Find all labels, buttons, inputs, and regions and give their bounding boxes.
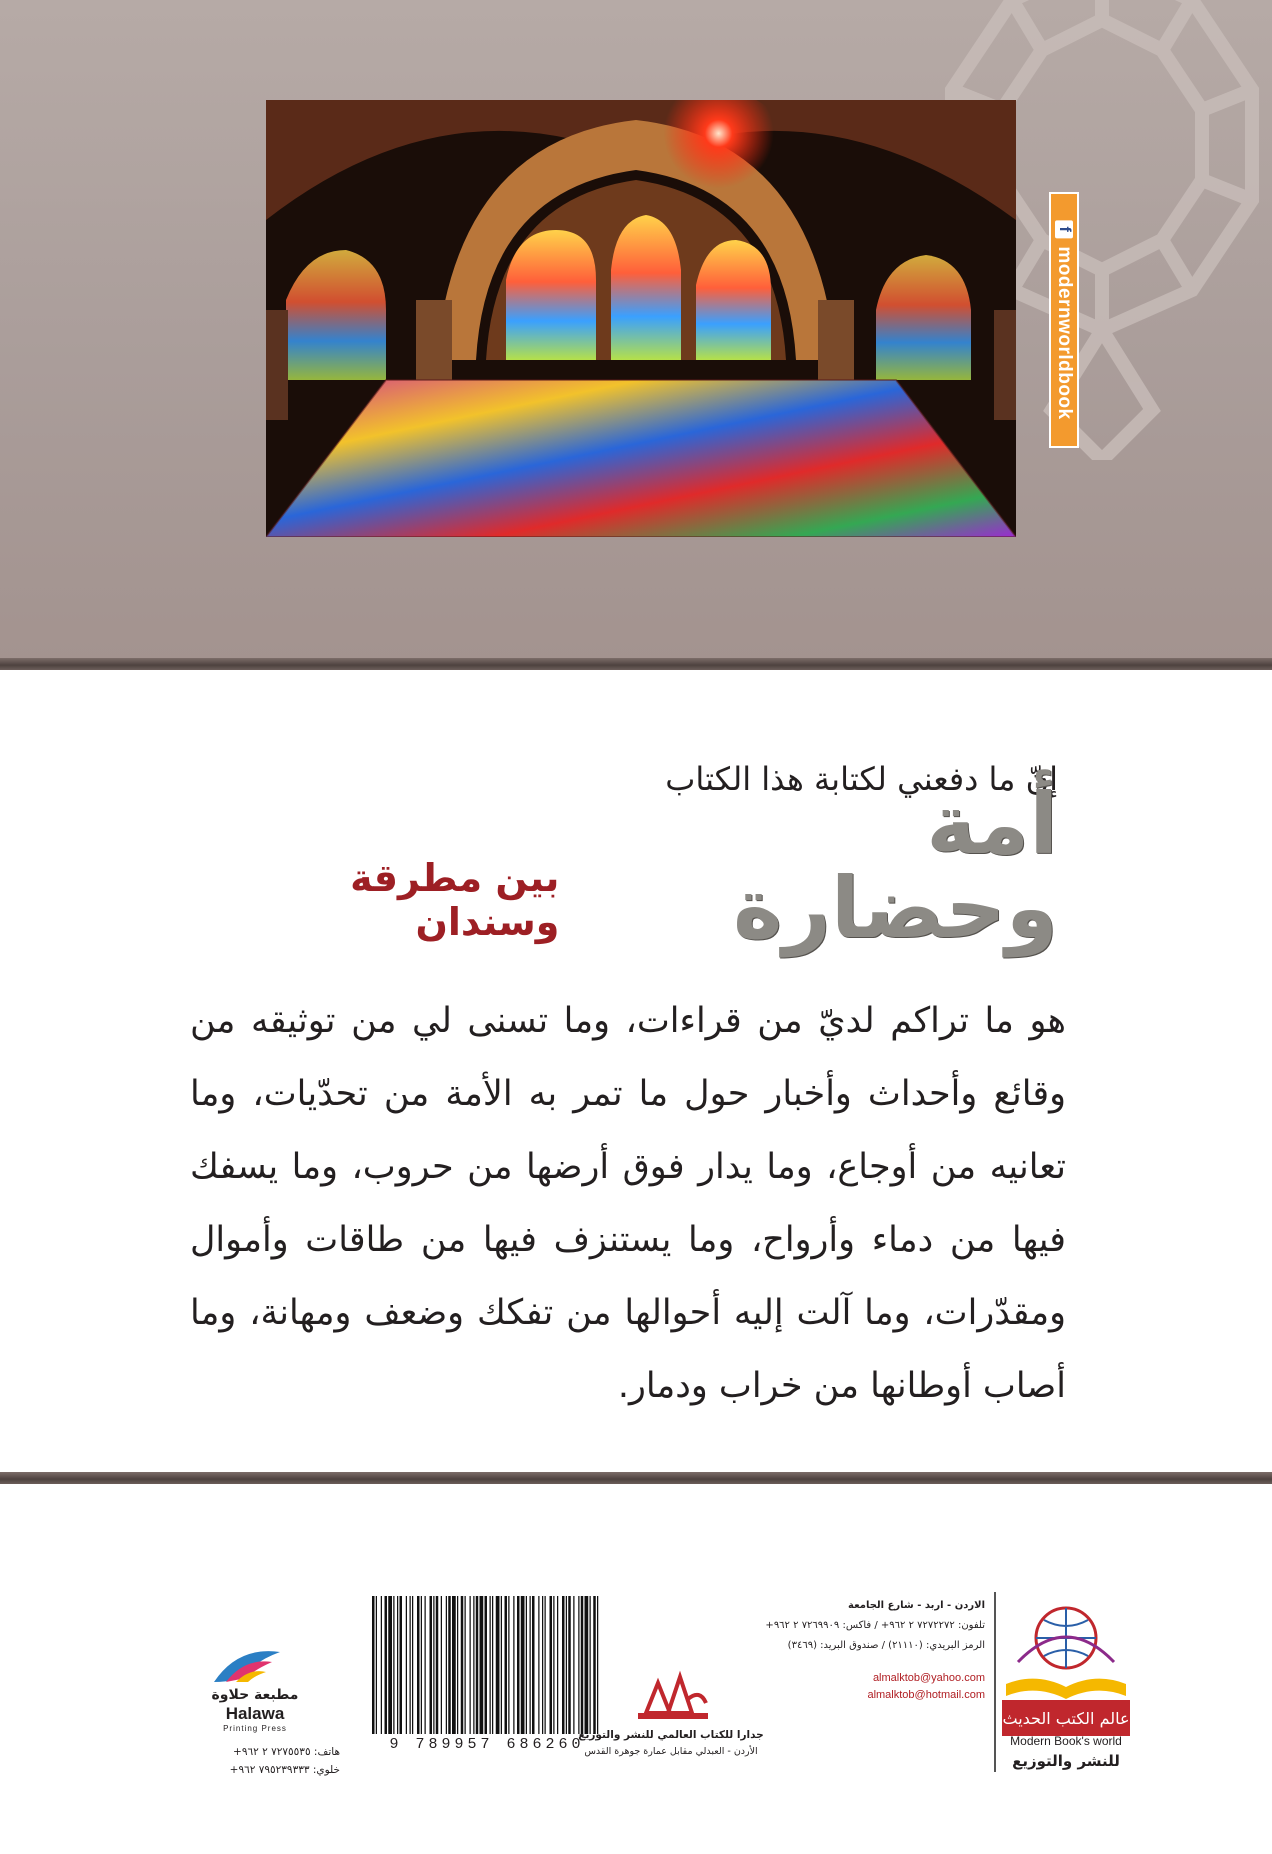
barcode-bar — [557, 1596, 558, 1734]
barcode-bar — [490, 1596, 491, 1734]
publisher-name-en: Modern Book's world — [1010, 1734, 1122, 1748]
barcode-bar — [381, 1596, 382, 1734]
mosque-interior-photo — [266, 100, 1016, 537]
printer-mobile: خلوي: ٧٩٥٢٣٩٣٣٣ ٩٦٢+ — [229, 1764, 340, 1776]
barcode-bar — [532, 1596, 535, 1734]
barcode-bar — [473, 1596, 474, 1734]
printer-phone: هاتف: ٧٢٧٥٥٣٥ ٢ ٩٦٢+ — [233, 1746, 340, 1758]
barcode-bar — [517, 1596, 520, 1734]
barcode-bar — [568, 1596, 571, 1734]
barcode-bar — [562, 1596, 565, 1734]
barcode-bar — [425, 1596, 426, 1734]
isbn-barcode — [368, 1596, 604, 1734]
barcode-bar — [578, 1596, 579, 1734]
barcode-bar — [597, 1596, 598, 1734]
publisher-address: الاردن - اربد - شارع الجامعة — [848, 1600, 985, 1611]
cover-top-panel — [0, 0, 1272, 663]
publisher-logo — [996, 1592, 1136, 1742]
social-media-strip[interactable] — [1049, 192, 1079, 448]
barcode-bar — [485, 1596, 488, 1734]
social-handle: modernworldbook — [1054, 246, 1075, 420]
publisher-address-block — [745, 1596, 985, 1656]
barcode-bar — [465, 1596, 466, 1734]
facebook-icon: f — [1055, 220, 1073, 238]
barcode-bar — [476, 1596, 479, 1734]
barcode-bar — [452, 1596, 456, 1734]
back-cover-footer — [0, 1484, 1272, 1854]
printer-name-ar: مطبعة حلاوة — [211, 1687, 299, 1703]
barcode-bar — [385, 1596, 388, 1734]
barcode-bar — [430, 1596, 433, 1734]
publisher-email-1[interactable]: almalktob@yahoo.com — [872, 1672, 985, 1684]
barcode-bar — [433, 1596, 434, 1734]
barcode-bar — [441, 1596, 442, 1734]
book-title: أمة وحضارة — [732, 775, 1058, 957]
barcode-bar — [446, 1596, 447, 1734]
distributor-address: الأردن - العبدلي مقابل عمارة جوهرة القدس — [584, 1746, 758, 1757]
printer-subtitle: Printing Press — [223, 1724, 287, 1733]
barcode-bar — [585, 1596, 589, 1734]
barcode-bar — [393, 1596, 394, 1734]
barcode-bar — [521, 1596, 525, 1734]
barcode-bar — [545, 1596, 546, 1734]
barcode-bar — [397, 1596, 398, 1734]
publisher-name-ar: للنشر والتوزيع — [1012, 1752, 1120, 1770]
publisher-phone: تلفون: ٧٢٧٢٢٧٢ ٢ ٩٦٢+ / فاكس: ٧٢٦٩٩٠٩ ٢ ٩٦٢+ — [765, 1620, 985, 1631]
barcode-bar — [553, 1596, 554, 1734]
barcode-bar — [590, 1596, 591, 1734]
barcode-bar — [550, 1596, 553, 1734]
barcode-bar — [581, 1596, 584, 1734]
barcode-bar — [538, 1596, 539, 1734]
distributor-logo — [628, 1669, 718, 1729]
publisher-postal: الرمز البريدي: (٢١١١٠) / صندوق البريد: (٣٤٦٩) — [787, 1640, 985, 1651]
publisher-email-2[interactable]: almalktob@hotmail.com — [867, 1689, 985, 1701]
barcode-bar — [417, 1596, 420, 1734]
barcode-bar — [376, 1596, 377, 1734]
printer-name-en: Halawa — [225, 1704, 285, 1723]
barcode-bar — [508, 1596, 509, 1734]
barcode-bar — [480, 1596, 484, 1734]
distributor-name: جدارا للكتاب العالمي للنشر والتوزيع — [578, 1729, 764, 1741]
barcode-bar — [496, 1596, 500, 1734]
barcode-bar — [421, 1596, 422, 1734]
divider-band-top — [0, 658, 1272, 670]
publisher-divider — [994, 1592, 996, 1772]
barcode-bar — [501, 1596, 502, 1734]
barcode-bar — [492, 1596, 493, 1734]
barcode-bar — [410, 1596, 411, 1734]
printer-logo — [208, 1642, 288, 1692]
barcode-bar — [388, 1596, 392, 1734]
barcode-bar — [470, 1596, 471, 1734]
barcode-bar — [436, 1596, 439, 1734]
barcode-bar — [406, 1596, 407, 1734]
intro-line: إنّ ما دفعني لكتابة هذا الكتاب — [665, 760, 1058, 798]
barcode-bar — [573, 1596, 574, 1734]
barcode-bar — [530, 1596, 531, 1734]
isbn-number: 9 789957 686260 — [389, 1736, 585, 1753]
barcode-bar — [412, 1596, 413, 1734]
barcode-bar — [505, 1596, 508, 1734]
barcode-bar — [593, 1596, 596, 1734]
barcode-bar — [566, 1596, 567, 1734]
barcode-bar — [457, 1596, 458, 1734]
barcode-bar — [526, 1596, 527, 1734]
blurb-paragraph: هو ما تراكم لديّ من قراءات، وما تسنى لي من توثيقه من وقائع وأحداث وأخبار حول ما تمر به الأمة من تحدّيات، وما تعانيه من أوجاع، وما يدار فوق أرضها من حروب، وما يسفك فيها من دماء وأرواح، وما يستنزف فيها من طاقات وأموال ومقدّرات، وما آلت إليه أحوالها من تفكك وضعف ومهانة، وما أصاب أوطانها من خراب ودمار. — [190, 1001, 1066, 1406]
barcode-bar — [513, 1596, 514, 1734]
barcode-bar — [448, 1596, 451, 1734]
barcode-bar — [372, 1596, 375, 1734]
divider-band-bottom — [0, 1472, 1272, 1484]
barcode-bar — [542, 1596, 543, 1734]
publisher-logo-text: عالم الكتب الحديث — [1002, 1709, 1130, 1728]
barcode-bar — [400, 1596, 403, 1734]
book-subtitle: بين مطرقة وسندان — [350, 856, 560, 944]
barcode-bar — [461, 1596, 464, 1734]
